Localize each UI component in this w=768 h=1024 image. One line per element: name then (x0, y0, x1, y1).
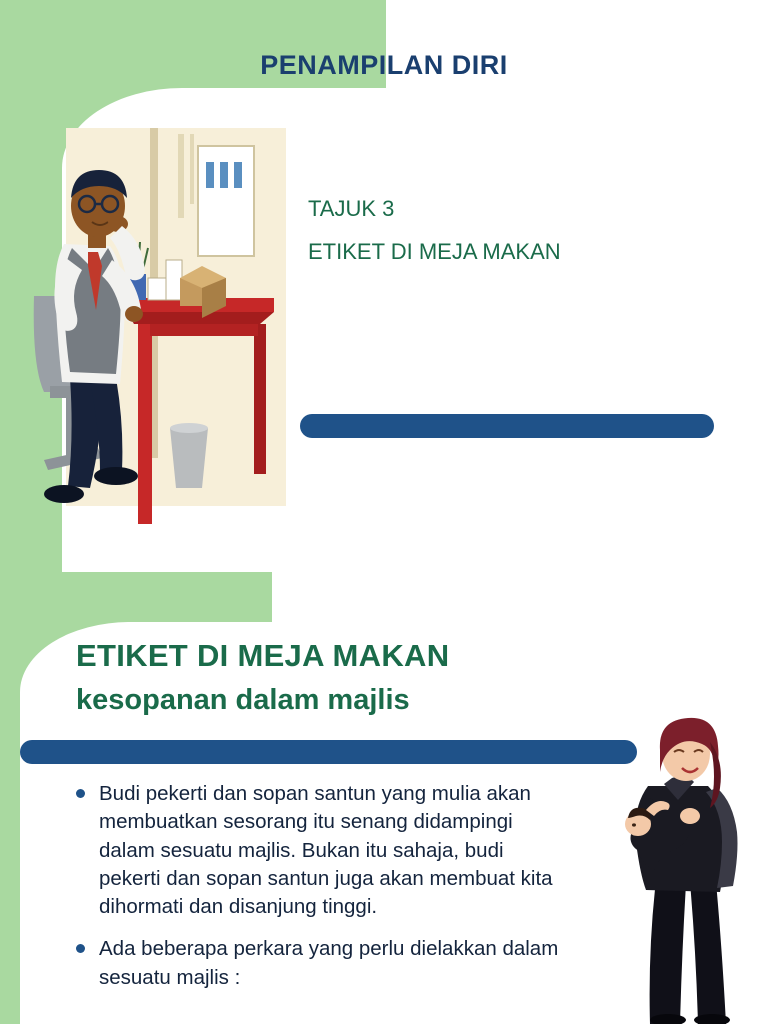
slide-2-heading-line-2: kesopanan dalam majlis (76, 684, 410, 716)
slide-2-heading-line-1: ETIKET DI MEJA MAKAN (76, 638, 450, 673)
slide-2 (0, 572, 768, 1024)
list-item-text: Ada beberapa perkara yang perlu dielakkan dalam sesuatu majlis : (99, 937, 559, 989)
slide-1-subtitle-line-1: TAJUK 3 (308, 196, 395, 221)
slide-1-title: PENAMPILAN DIRI (260, 50, 508, 80)
slide-1-accent-bar (300, 414, 714, 438)
slide-2-accent-bar (20, 740, 637, 764)
list-item (76, 780, 566, 921)
list-item (76, 935, 566, 992)
slide-2-bullet-list (76, 780, 566, 1006)
bullet-dot-icon (76, 789, 85, 798)
man-at-desk-icon (30, 128, 286, 528)
slide-1-subtitle-line-2: ETIKET DI MEJA MAKAN (308, 239, 561, 264)
woman-holding-baby-icon (594, 712, 768, 1024)
bullet-dot-icon (76, 944, 85, 953)
list-item-text: Budi pekerti dan sopan santun yang mulia akan membuatkan sesorang itu senang didampingi dalam sesuatu majlis. Bukan itu sahaja, budi pekerti dan sopan santun juga akan membuat kita dihormati dan disanjung tinggi. (99, 782, 553, 919)
